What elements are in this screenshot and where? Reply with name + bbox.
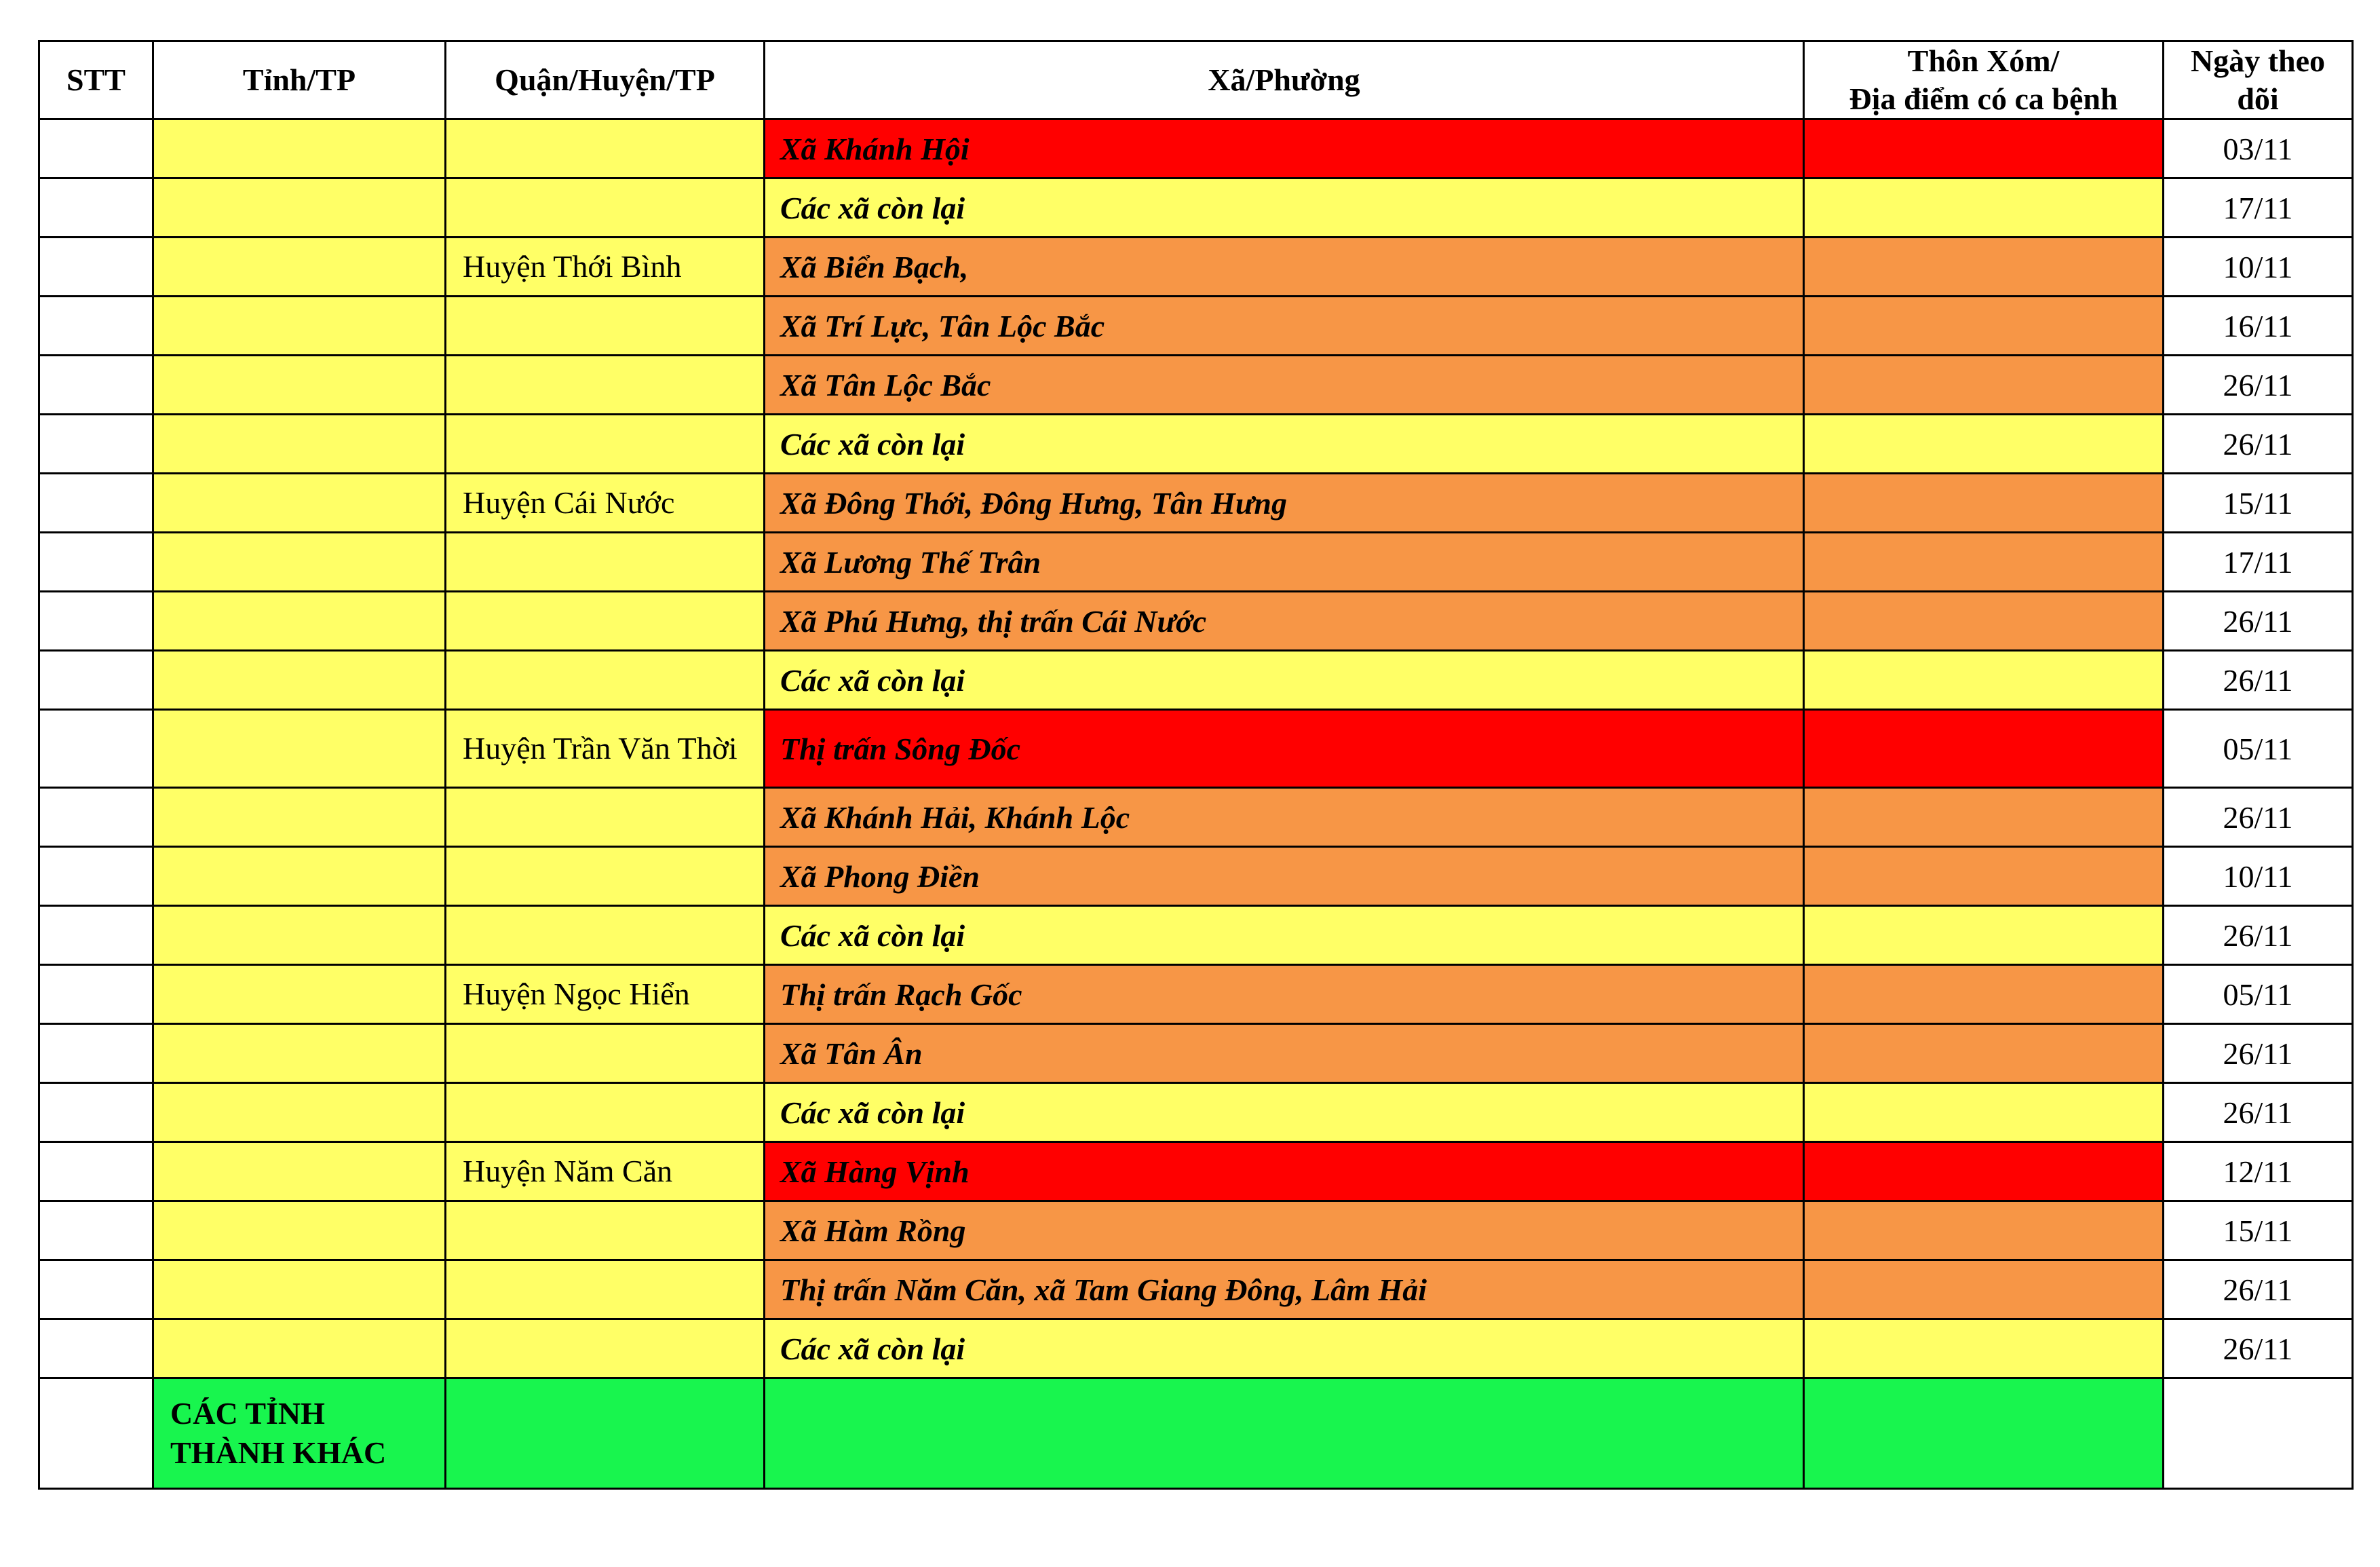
date-cell: 15/11 — [2164, 1201, 2353, 1260]
header-district: Quận/Huyện/TP — [446, 41, 765, 119]
province-cell — [153, 178, 446, 238]
date-cell: 05/11 — [2164, 710, 2353, 788]
table-row — [39, 474, 2353, 533]
province-cell — [153, 847, 446, 906]
header-date — [2164, 41, 2353, 119]
hamlet-cell — [1804, 356, 2164, 415]
ward-cell: Các xã còn lại — [765, 1083, 1804, 1142]
district-cell — [446, 119, 765, 178]
header-province: Tỉnh/TP — [153, 41, 446, 119]
table-row — [39, 906, 2353, 965]
ward-cell: Các xã còn lại — [765, 906, 1804, 965]
hamlet-cell — [1804, 238, 2164, 297]
header-hamlet — [1804, 41, 2164, 119]
stt-cell — [39, 178, 153, 238]
hamlet-cell — [1804, 788, 2164, 847]
district-cell — [446, 533, 765, 592]
province-cell — [153, 1142, 446, 1201]
ward-cell: Xã Khánh Hội — [765, 119, 1804, 178]
district-cell: Huyện Cái Nước — [446, 474, 765, 533]
district-cell — [446, 906, 765, 965]
ward-cell: Thị trấn Năm Căn, xã Tam Giang Đông, Lâm Hải — [765, 1260, 1804, 1319]
date-cell: 17/11 — [2164, 533, 2353, 592]
hamlet-cell — [1804, 710, 2164, 788]
table-row — [39, 592, 2353, 651]
table-row — [39, 415, 2353, 474]
ward-cell: Xã Khánh Hải, Khánh Lộc — [765, 788, 1804, 847]
date-cell: 26/11 — [2164, 788, 2353, 847]
date-cell: 03/11 — [2164, 119, 2353, 178]
table-body — [39, 119, 2353, 1489]
hamlet-cell — [1804, 1319, 2164, 1378]
province-cell — [153, 356, 446, 415]
hamlet-cell — [1804, 178, 2164, 238]
date-cell: 26/11 — [2164, 906, 2353, 965]
table-row — [39, 119, 2353, 178]
ward-cell: Xã Hàng Vịnh — [765, 1142, 1804, 1201]
date-cell: 26/11 — [2164, 1024, 2353, 1083]
ward-cell: Xã Phú Hưng, thị trấn Cái Nước — [765, 592, 1804, 651]
table-row — [39, 1142, 2353, 1201]
district-cell — [446, 1024, 765, 1083]
province-cell — [153, 474, 446, 533]
table-row — [39, 297, 2353, 356]
hamlet-cell — [1804, 906, 2164, 965]
stt-cell — [39, 906, 153, 965]
date-cell — [2164, 1378, 2353, 1489]
ward-cell: Các xã còn lại — [765, 415, 1804, 474]
stt-cell — [39, 1378, 153, 1489]
stt-cell — [39, 847, 153, 906]
ward-cell: Các xã còn lại — [765, 1319, 1804, 1378]
ward-cell: Xã Tân Ân — [765, 1024, 1804, 1083]
province-cell — [153, 1083, 446, 1142]
date-cell: 26/11 — [2164, 356, 2353, 415]
province-cell — [153, 651, 446, 710]
stt-cell — [39, 238, 153, 297]
hamlet-cell — [1804, 847, 2164, 906]
district-cell — [446, 178, 765, 238]
stt-cell — [39, 965, 153, 1024]
other-provinces-label — [153, 1378, 446, 1489]
header-date-line1: Ngày theo — [2190, 43, 2326, 78]
date-cell: 05/11 — [2164, 965, 2353, 1024]
hamlet-cell — [1804, 1260, 2164, 1319]
ward-cell: Xã Phong Điền — [765, 847, 1804, 906]
table-row — [39, 178, 2353, 238]
province-cell — [153, 119, 446, 178]
district-cell — [446, 1378, 765, 1489]
hamlet-cell — [1804, 592, 2164, 651]
ward-cell: Các xã còn lại — [765, 651, 1804, 710]
date-cell: 15/11 — [2164, 474, 2353, 533]
district-cell — [446, 592, 765, 651]
district-cell — [446, 356, 765, 415]
district-cell — [446, 1319, 765, 1378]
date-cell: 26/11 — [2164, 1083, 2353, 1142]
district-cell — [446, 1201, 765, 1260]
ward-cell: Xã Đông Thới, Đông Hưng, Tân Hưng — [765, 474, 1804, 533]
hamlet-cell — [1804, 965, 2164, 1024]
province-cell — [153, 906, 446, 965]
district-cell — [446, 415, 765, 474]
stt-cell — [39, 788, 153, 847]
ward-cell: Thị trấn Rạch Gốc — [765, 965, 1804, 1024]
date-cell: 26/11 — [2164, 651, 2353, 710]
other-provinces-row — [39, 1378, 2353, 1489]
hamlet-cell — [1804, 1201, 2164, 1260]
date-cell: 26/11 — [2164, 1260, 2353, 1319]
stt-cell — [39, 1024, 153, 1083]
province-cell — [153, 1024, 446, 1083]
stt-cell — [39, 533, 153, 592]
header-row — [39, 41, 2353, 119]
table-row — [39, 1083, 2353, 1142]
stt-cell — [39, 592, 153, 651]
table-row — [39, 788, 2353, 847]
header-hamlet-line2: Địa điểm có ca bệnh — [1849, 81, 2118, 116]
header-hamlet-line1: Thôn Xóm/ — [1907, 43, 2060, 78]
province-cell — [153, 592, 446, 651]
stt-cell — [39, 1319, 153, 1378]
ward-cell: Các xã còn lại — [765, 178, 1804, 238]
district-cell: Huyện Trần Văn Thời — [446, 710, 765, 788]
province-cell — [153, 1260, 446, 1319]
district-cell — [446, 1260, 765, 1319]
stt-cell — [39, 651, 153, 710]
district-cell: Huyện Ngọc Hiển — [446, 965, 765, 1024]
table-row — [39, 1319, 2353, 1378]
ward-cell: Xã Lương Thế Trân — [765, 533, 1804, 592]
ward-cell: Xã Biển Bạch, — [765, 238, 1804, 297]
district-cell: Huyện Thới Bình — [446, 238, 765, 297]
stt-cell — [39, 710, 153, 788]
hamlet-cell — [1804, 415, 2164, 474]
province-cell — [153, 1319, 446, 1378]
date-cell: 26/11 — [2164, 592, 2353, 651]
stt-cell — [39, 356, 153, 415]
hamlet-cell — [1804, 297, 2164, 356]
other-provinces-line1: CÁC TỈNH — [170, 1396, 325, 1431]
table-row — [39, 533, 2353, 592]
stt-cell — [39, 1260, 153, 1319]
district-cell — [446, 297, 765, 356]
hamlet-cell — [1804, 474, 2164, 533]
date-cell: 26/11 — [2164, 415, 2353, 474]
district-cell — [446, 651, 765, 710]
province-cell — [153, 238, 446, 297]
table-row — [39, 1260, 2353, 1319]
date-cell: 26/11 — [2164, 1319, 2353, 1378]
ward-cell: Thị trấn Sông Đốc — [765, 710, 1804, 788]
header-date-line2: dõi — [2237, 81, 2279, 116]
epidemic-tracking-table — [38, 40, 2354, 1490]
hamlet-cell — [1804, 1024, 2164, 1083]
province-cell — [153, 788, 446, 847]
province-cell — [153, 297, 446, 356]
table-row — [39, 965, 2353, 1024]
province-cell — [153, 533, 446, 592]
table-row — [39, 847, 2353, 906]
header-stt: STT — [39, 41, 153, 119]
province-cell — [153, 710, 446, 788]
province-cell — [153, 1201, 446, 1260]
other-provinces-line2: THÀNH KHÁC — [170, 1435, 387, 1470]
province-cell — [153, 415, 446, 474]
table-row — [39, 238, 2353, 297]
hamlet-cell — [1804, 1142, 2164, 1201]
table-row — [39, 1201, 2353, 1260]
table-row — [39, 651, 2353, 710]
ward-cell: Xã Trí Lực, Tân Lộc Bắc — [765, 297, 1804, 356]
date-cell: 10/11 — [2164, 238, 2353, 297]
date-cell: 16/11 — [2164, 297, 2353, 356]
hamlet-cell — [1804, 651, 2164, 710]
hamlet-cell — [1804, 119, 2164, 178]
district-cell — [446, 847, 765, 906]
stt-cell — [39, 415, 153, 474]
stt-cell — [39, 119, 153, 178]
ward-cell: Xã Hàm Rồng — [765, 1201, 1804, 1260]
hamlet-cell — [1804, 533, 2164, 592]
stt-cell — [39, 1083, 153, 1142]
date-cell: 10/11 — [2164, 847, 2353, 906]
hamlet-cell — [1804, 1083, 2164, 1142]
stt-cell — [39, 474, 153, 533]
province-cell — [153, 965, 446, 1024]
stt-cell — [39, 1142, 153, 1201]
table-row — [39, 1024, 2353, 1083]
district-cell — [446, 788, 765, 847]
ward-cell — [765, 1378, 1804, 1489]
stt-cell — [39, 297, 153, 356]
district-cell: Huyện Năm Căn — [446, 1142, 765, 1201]
ward-cell: Xã Tân Lộc Bắc — [765, 356, 1804, 415]
stt-cell — [39, 1201, 153, 1260]
district-cell — [446, 1083, 765, 1142]
hamlet-cell — [1804, 1378, 2164, 1489]
date-cell: 12/11 — [2164, 1142, 2353, 1201]
table-row — [39, 710, 2353, 788]
table-row — [39, 356, 2353, 415]
date-cell: 17/11 — [2164, 178, 2353, 238]
header-ward: Xã/Phường — [765, 41, 1804, 119]
